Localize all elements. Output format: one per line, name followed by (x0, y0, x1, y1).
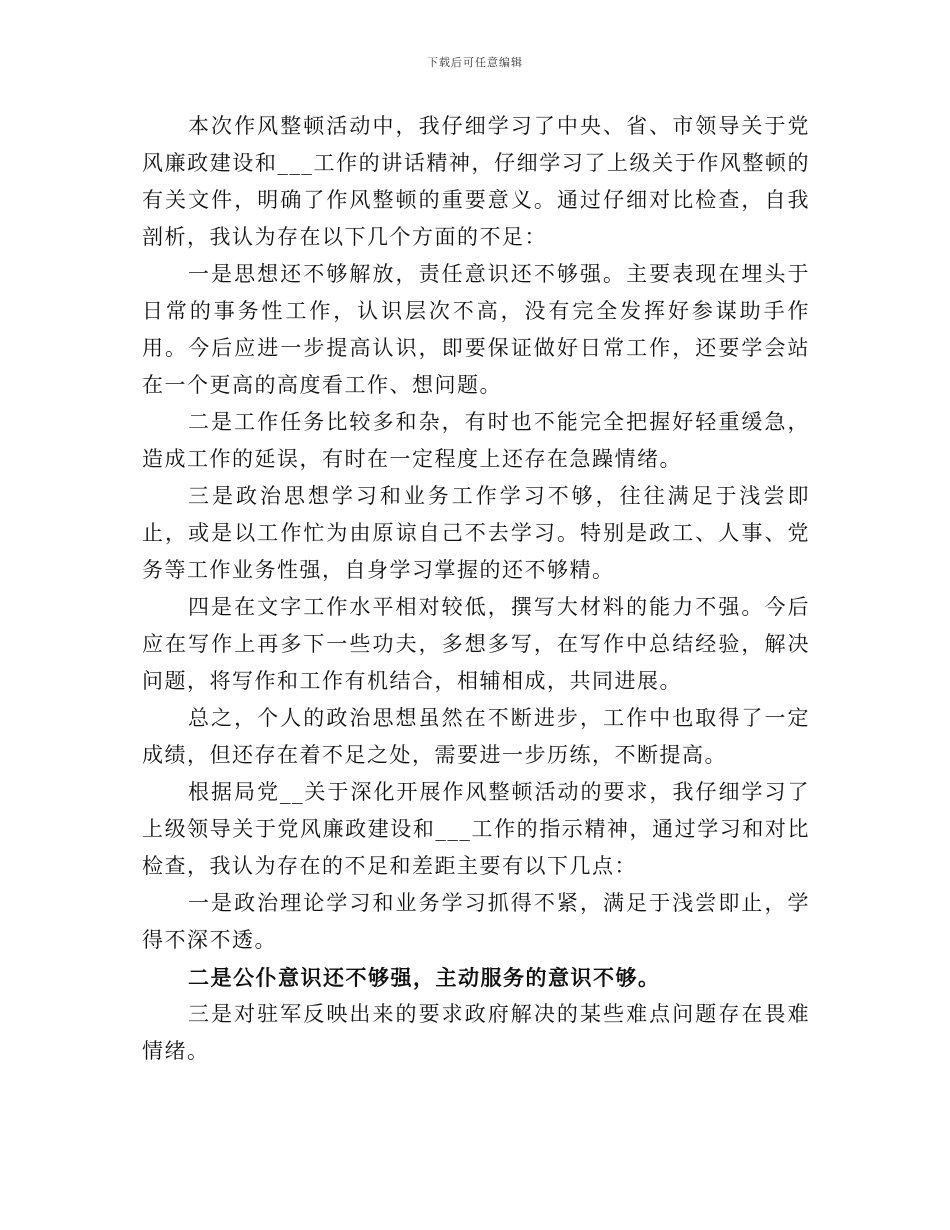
paragraph: 本次作风整顿活动中，我仔细学习了中央、省、市领导关于党风廉政建设和___工作的讲话精神，仔细学习了上级关于作风整顿的有关文件，明确了作风整顿的重要意义。通过仔细对比检查，自我剖析，我认为存在以下几个方面的不足： (142, 114, 810, 249)
document-body (142, 108, 810, 1070)
paragraph: 一是政治理论学习和业务学习抓得不紧，满足于浅尝即止，学得不深不透。 (142, 891, 810, 952)
paragraph: 四是在文字工作水平相对较低，撰写大材料的能力不强。今后应在写作上再多下一些功夫，多想多写，在写作中总结经验，解决问题，将写作和工作有机结合，相辅相成，共同进展。 (142, 595, 810, 693)
header-note: 下载后可任意编辑 (427, 56, 523, 69)
paragraph: 二是工作任务比较多和杂，有时也不能完全把握好轻重缓急，造成工作的延误，有时在一定程度上还存在急躁情绪。 (142, 410, 810, 471)
paragraph: 一是思想还不够解放，责任意识还不够强。主要表现在埋头于日常的事务性工作，认识层次不高，没有完全发挥好参谋助手作用。今后应进一步提高认识，即要保证做好日常工作，还要学会站在一个更高的高度看工作、想问题。 (142, 262, 810, 397)
paragraph: 总之，个人的政治思想虽然在不断进步，工作中也取得了一定成绩，但还存在着不足之处，需要进一步历练，不断提高。 (142, 706, 810, 767)
paragraph: 根据局党__关于深化开展作风整顿活动的要求，我仔细学习了上级领导关于党风廉政建设和___工作的指示精神，通过学习和对比检查，我认为存在的不足和差距主要有以下几点： (142, 780, 810, 878)
paragraph-bold: 二是公仆意识还不够强，主动服务的意识不够。 (188, 965, 661, 990)
paragraph: 三是对驻军反映出来的要求政府解决的某些难点问题存在畏难情绪。 (142, 1002, 810, 1063)
paragraph: 三是政治思想学习和业务工作学习不够，往往满足于浅尝即止，或是以工作忙为由原谅自己不去学习。特别是政工、人事、党务等工作业务性强，自身学习掌握的还不够精。 (142, 484, 810, 582)
